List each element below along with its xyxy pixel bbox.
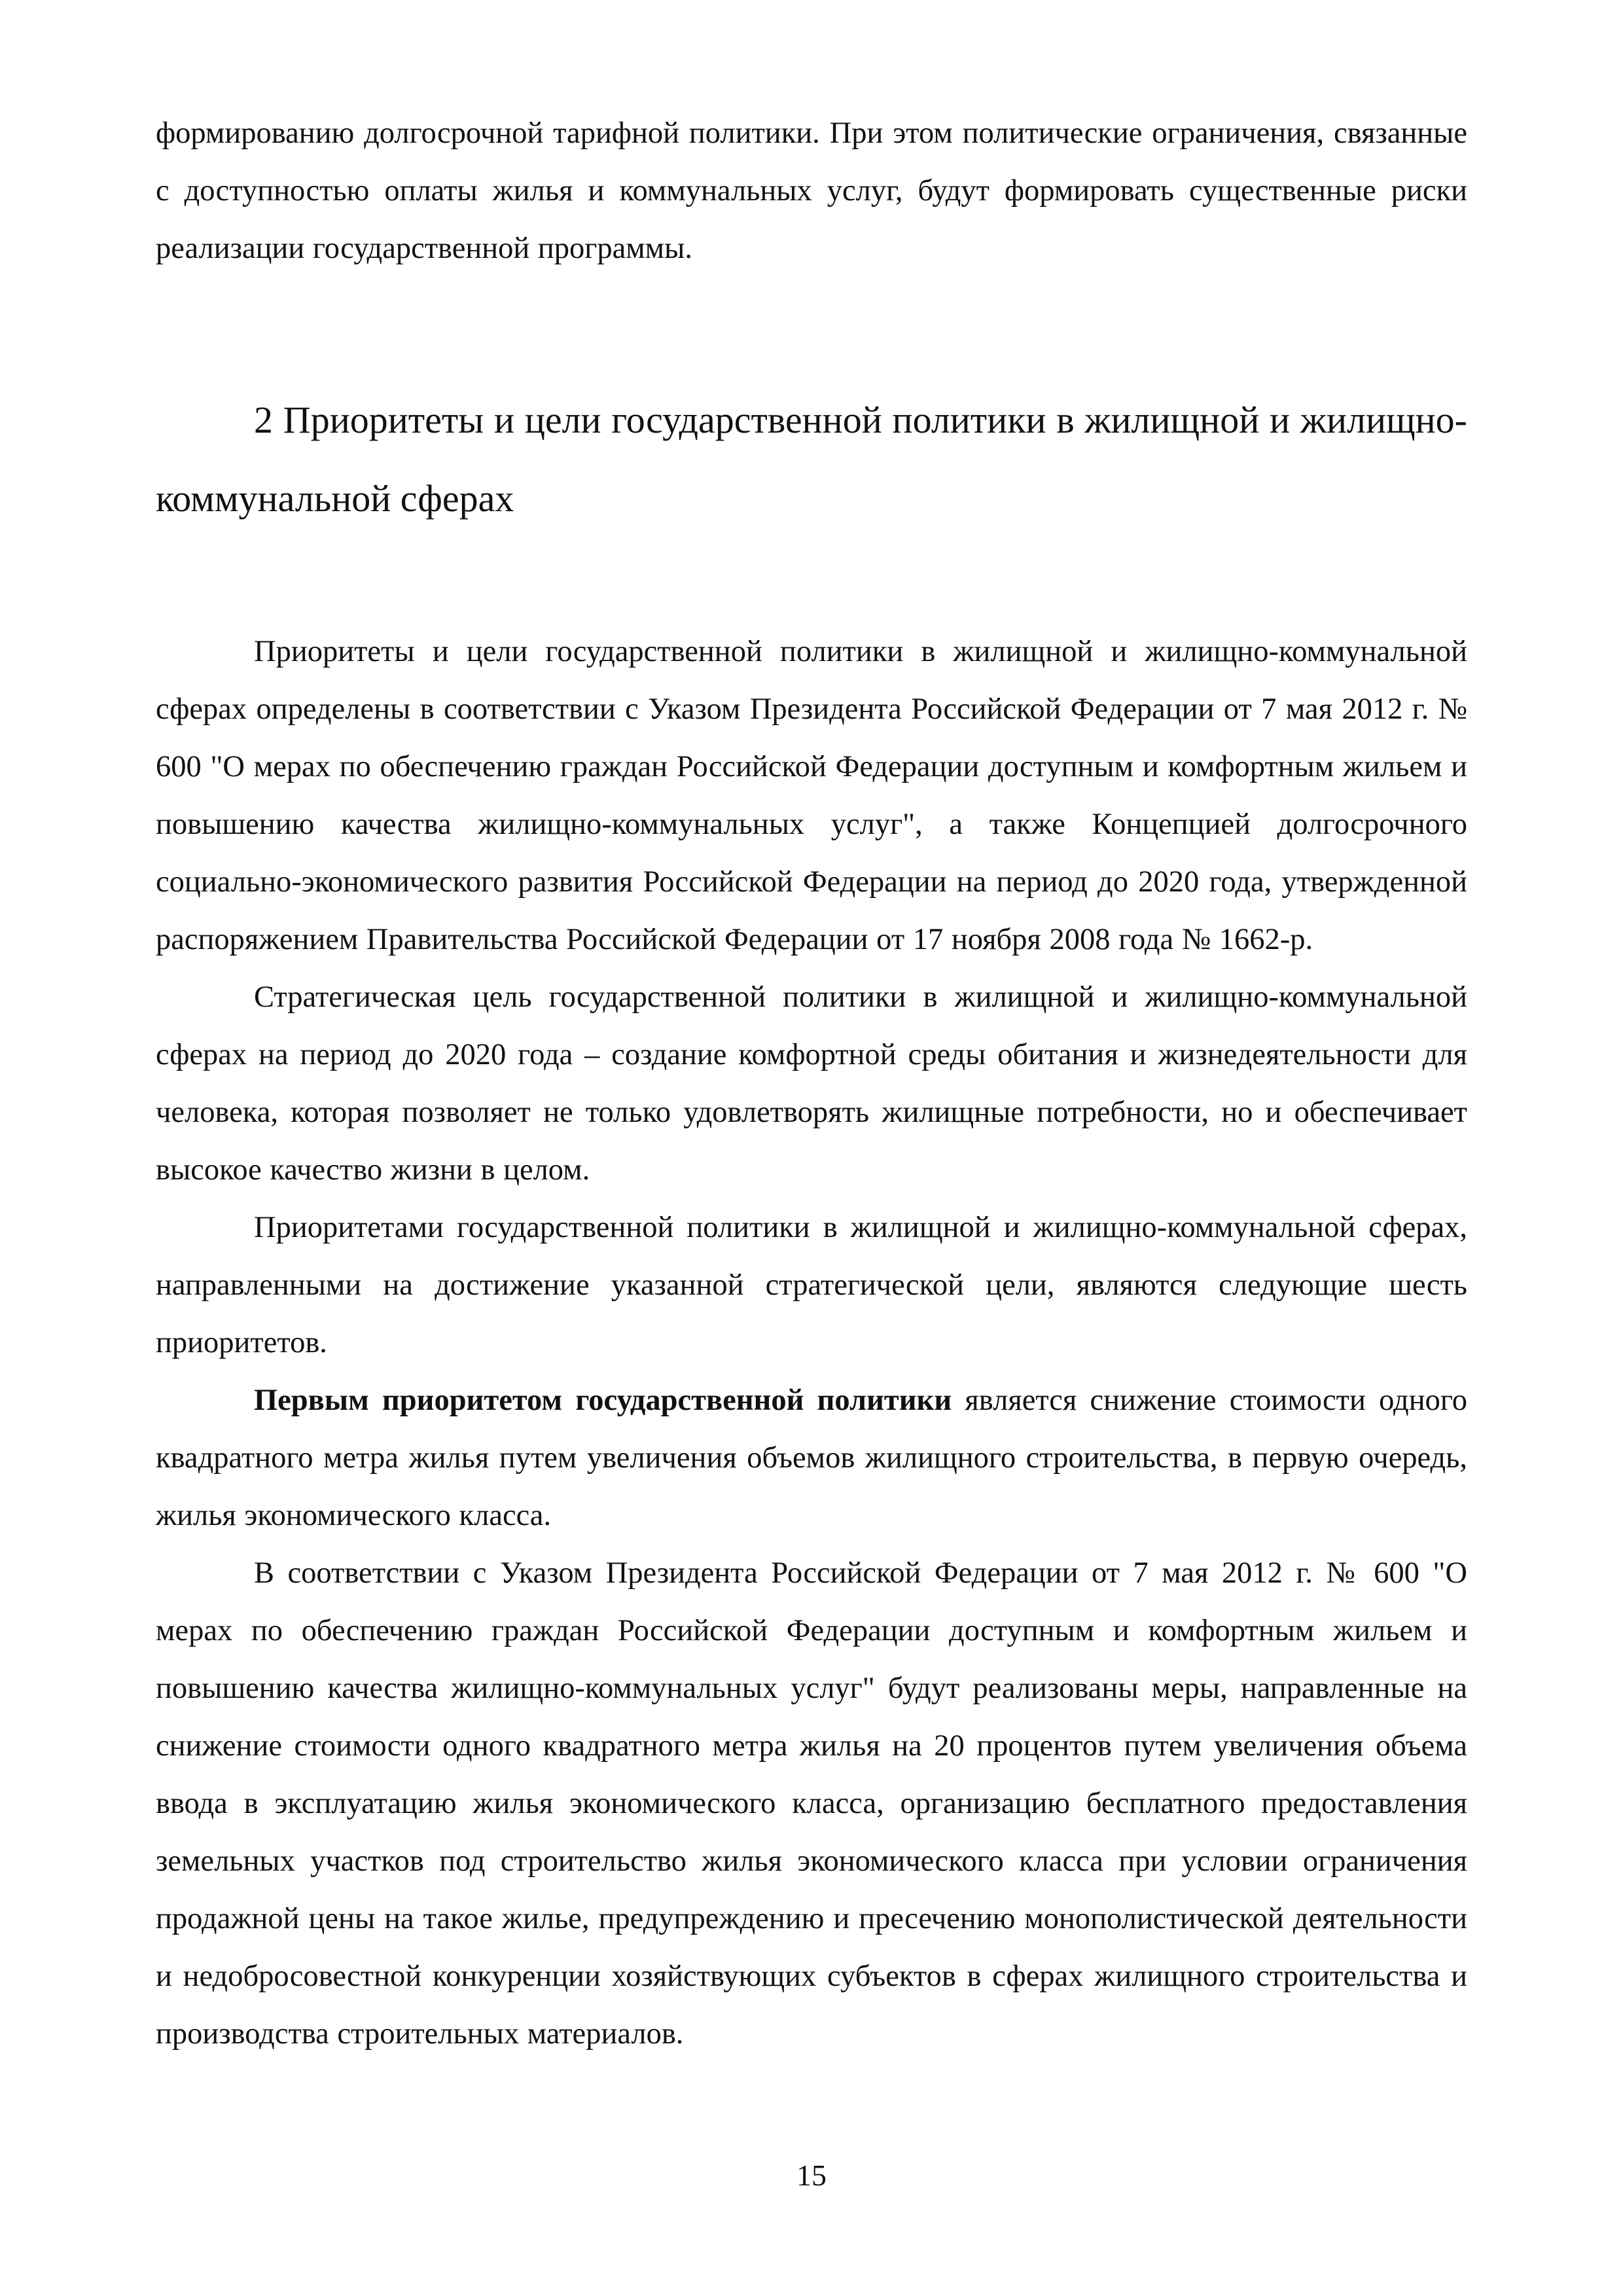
first-priority-lead: Первым приоритетом государственной политики	[254, 1384, 952, 1417]
paragraph-six-priorities: Приоритетами государственной политики в жилищной и жилищно-коммунальной сферах, направленными на достижение указанной стратегической цели, являются следующие шесть приоритетов.	[156, 1211, 1467, 1359]
page-number: 15	[796, 2159, 827, 2192]
paragraph-first-priority	[156, 1372, 1467, 1545]
paragraph-strategic-goal: Стратегическая цель государственной политики в жилищной и жилищно-коммунальной сферах на период до 2020 года – создание комфортной среды обитания и жизнедеятельности для человека, которая позволяет не только удовлетворять жилищные потребности, но и обеспечивает высокое качество жизни в целом.	[156, 980, 1467, 1187]
first-priority-text: является снижение стоимости одного квадратного метра жилья путем увеличения объемов жилищного строительства, в первую очередь, жилья экономического класса.	[156, 1384, 1467, 1532]
paragraph-priorities-defined: Приоритеты и цели государственной политики в жилищной и жилищно-коммунальной сферах определены в соответствии с Указом Президента Российской Федерации от 7 мая 2012 г. № 600 "О мерах по обеспечению граждан Российской Федерации доступным и комфортным жильем и повышению качества жилищно-коммунальных услуг", а также Концепцией долгосрочного социально-экономического развития Российской Федерации на период до 2020 года, утвержденной распоряжением Правительства Российской Федерации от 17 ноября 2008 года № 1662-р.	[156, 635, 1467, 956]
intro-paragraph: формированию долгосрочной тарифной политики. При этом политические ограничения, связанные с доступностью оплаты жилья и коммунальных услуг, будут формировать существенные риски реализации государственной программы.	[156, 117, 1467, 265]
page-content	[156, 105, 1467, 2063]
paragraph-decree-measures: В соответствии с Указом Президента Российской Федерации от 7 мая 2012 г. № 600 "О мерах по обеспечению граждан Российской Федерации доступным и комфортным жильем и повышению качества жилищно-коммунальных услуг" будут реализованы меры, направленные на снижение стоимости одного квадратного метра жилья на 20 процентов путем увеличения объема ввода в эксплуатацию жилья экономического класса, организацию бесплатного предоставления земельных участков под строительство жилья экономического класса при условии ограничения продажной цены на такое жилье, предупреждению и пресечению монополистической деятельности и недобросовестной конкуренции хозяйствующих субъектов в сферах жилищного строительства и производства строительных материалов.	[156, 1556, 1467, 2051]
section-heading: 2 Приоритеты и цели государственной политики в жилищной и жилищно-коммунальной сферах	[156, 399, 1467, 520]
